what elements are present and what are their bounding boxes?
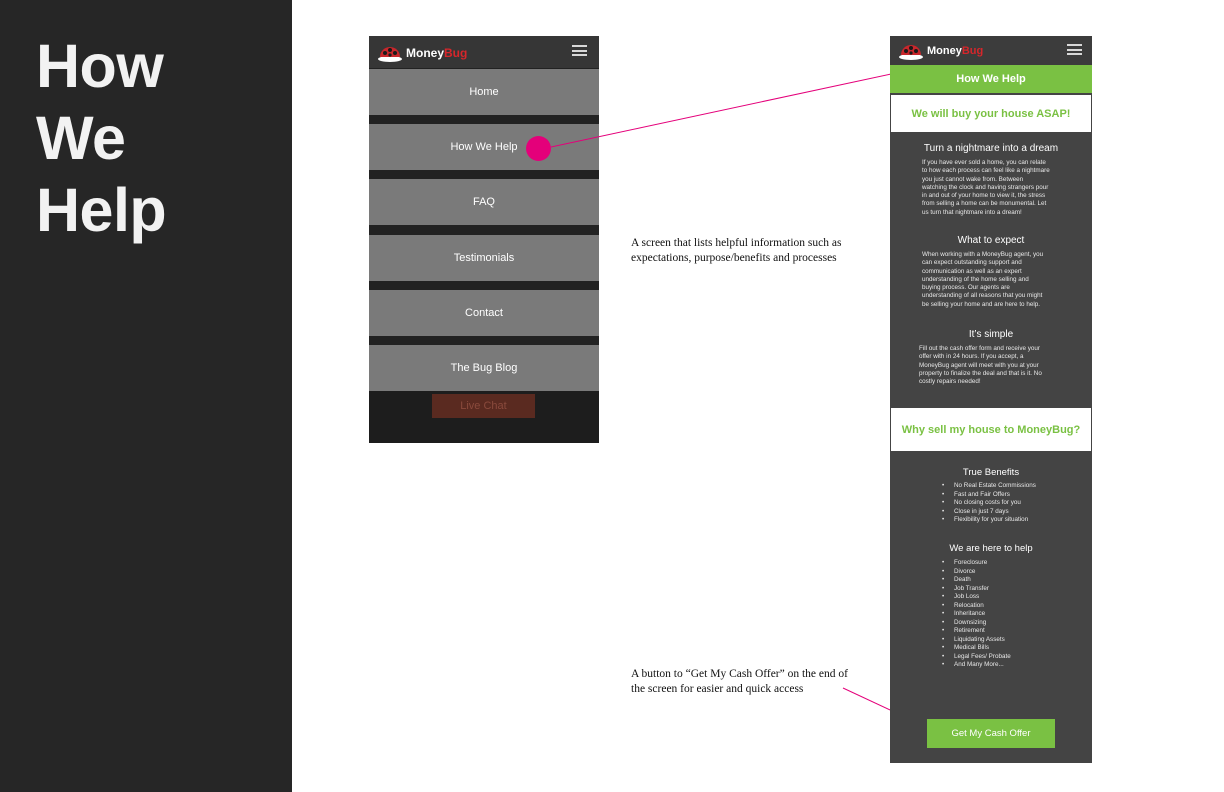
- annotation-line: the screen for easier and quick access: [631, 683, 804, 695]
- section-body: [922, 159, 1050, 217]
- moneybug-logo[interactable]: [377, 42, 467, 64]
- benefits-title: True Benefits: [962, 467, 1020, 478]
- menu-item-faq[interactable]: FAQ: [369, 179, 599, 225]
- section-title: Turn a nightmare into a dream: [923, 143, 1059, 154]
- why-sell-banner: Why sell my house to MoneyBug?: [891, 408, 1091, 451]
- divider: [369, 336, 599, 345]
- logo-text-money: Money: [927, 45, 962, 57]
- text-line: watching the clock and having strangers pour: [922, 183, 1049, 191]
- list-item: • Divorce: [942, 568, 1011, 577]
- list-item: • Medical Bills: [942, 644, 1011, 653]
- page-title-line: How: [36, 32, 164, 100]
- annotation-line: A button to “Get My Cash Offer” on the end of: [631, 668, 848, 680]
- text-line: understanding of the home selling and: [922, 275, 1029, 283]
- get-cash-offer-button[interactable]: Get My Cash Offer: [927, 719, 1055, 748]
- section-title: What to expect: [957, 235, 1025, 246]
- list-item: • No closing costs for you: [942, 499, 1036, 508]
- how-we-help-screen: [890, 36, 1092, 763]
- menu-item-testimonials[interactable]: Testimonials: [369, 235, 599, 281]
- list-item: • And Many More...: [942, 661, 1011, 670]
- text-line: you just cannot wake from. Between: [922, 175, 1024, 183]
- headline-banner: We will buy your house ASAP!: [891, 95, 1091, 132]
- menu-item-contact[interactable]: Contact: [369, 290, 599, 336]
- ladybug-icon: [898, 41, 924, 61]
- text-line: from selling a home can be monumental. Let: [922, 200, 1047, 208]
- text-line: When working with a MoneyBug agent, you: [922, 251, 1044, 258]
- app-header: [369, 36, 599, 68]
- text-line: buying process. Our agents are: [922, 284, 1010, 292]
- benefits-list: [942, 482, 1036, 525]
- list-item: • Close in just 7 days: [942, 508, 1036, 517]
- list-item: • Foreclosure: [942, 559, 1011, 568]
- text-line: MoneyBug agent will meet with you at your: [919, 361, 1039, 369]
- section-header: How We Help: [890, 65, 1092, 93]
- list-item: • Liquidating Assets: [942, 636, 1011, 645]
- section-body: [919, 345, 1042, 386]
- page-title-line: We: [36, 104, 126, 172]
- list-item: • Downsizing: [942, 619, 1011, 628]
- divider: [369, 170, 599, 179]
- text-line: us turn that nightmare into a dream!: [922, 208, 1022, 216]
- hamburger-menu-icon[interactable]: [1067, 44, 1082, 55]
- menu-item-how-we-help[interactable]: How We Help: [369, 124, 599, 170]
- divider: [369, 281, 599, 290]
- section-body: [922, 251, 1043, 309]
- logo-text: [406, 46, 467, 60]
- annotation-marker-dot: [526, 136, 551, 161]
- text-line: Fill out the cash offer form and receive your: [919, 345, 1040, 352]
- logo-text-bug: Bug: [444, 46, 468, 60]
- text-line: in and out of your home to view it, the stress: [922, 192, 1046, 200]
- divider: [369, 225, 599, 235]
- annotation-line: A screen that lists helpful information such as: [631, 237, 842, 249]
- menu-screen: [369, 36, 599, 443]
- help-title: We are here to help: [949, 543, 1033, 554]
- text-line: property to finalize the deal and that is it. No: [919, 369, 1042, 377]
- menu-item-bug-blog[interactable]: The Bug Blog: [369, 345, 599, 391]
- text-line: offer with in 24 hours. If you accept, a: [919, 353, 1024, 361]
- text-line: can expect outstanding support and: [922, 259, 1022, 267]
- list-item: • Job Transfer: [942, 585, 1011, 594]
- logo-text-bug: Bug: [961, 45, 984, 57]
- hamburger-menu-icon[interactable]: [572, 45, 587, 56]
- app-header: [890, 36, 1092, 65]
- annotation-line-top: [551, 74, 891, 147]
- text-line: If you have ever sold a home, you can relate: [922, 159, 1046, 166]
- annotation-line: expectations, purpose/benefits and processes: [631, 252, 837, 264]
- list-item: • Legal Fees/ Probate: [942, 653, 1011, 662]
- help-list: [942, 559, 1011, 670]
- logo-text: [927, 45, 983, 57]
- text-line: be selling your home and are here to help.: [922, 300, 1040, 308]
- live-chat-button[interactable]: Live Chat: [432, 394, 535, 418]
- text-line: understanding of all reasons that you might: [922, 292, 1043, 300]
- text-line: communication as well as an expert: [922, 267, 1022, 275]
- list-item: • Fast and Fair Offers: [942, 491, 1036, 500]
- moneybug-logo[interactable]: [898, 40, 983, 62]
- page-title: [36, 30, 166, 246]
- text-line: to how each process can feel like a nightmare: [922, 167, 1050, 175]
- ladybug-icon: [377, 43, 403, 63]
- logo-text-money: Money: [406, 46, 445, 60]
- list-item: • Death: [942, 576, 1011, 585]
- list-item: • Inheritance: [942, 610, 1011, 619]
- section-title: It’s simple: [968, 329, 1014, 340]
- text-line: costly repairs needed!: [919, 378, 981, 386]
- list-item: • Job Loss: [942, 593, 1011, 602]
- list-item: • Retirement: [942, 627, 1011, 636]
- menu-item-home[interactable]: Home: [369, 69, 599, 115]
- list-item: • Relocation: [942, 602, 1011, 611]
- divider: [369, 115, 599, 124]
- side-panel: [0, 0, 292, 792]
- annotation-top: [631, 236, 841, 266]
- annotation-bottom: [631, 667, 848, 697]
- list-item: • No Real Estate Commissions: [942, 482, 1036, 491]
- page-title-line: Help: [36, 176, 167, 244]
- list-item: • Flexibility for your situation: [942, 516, 1036, 525]
